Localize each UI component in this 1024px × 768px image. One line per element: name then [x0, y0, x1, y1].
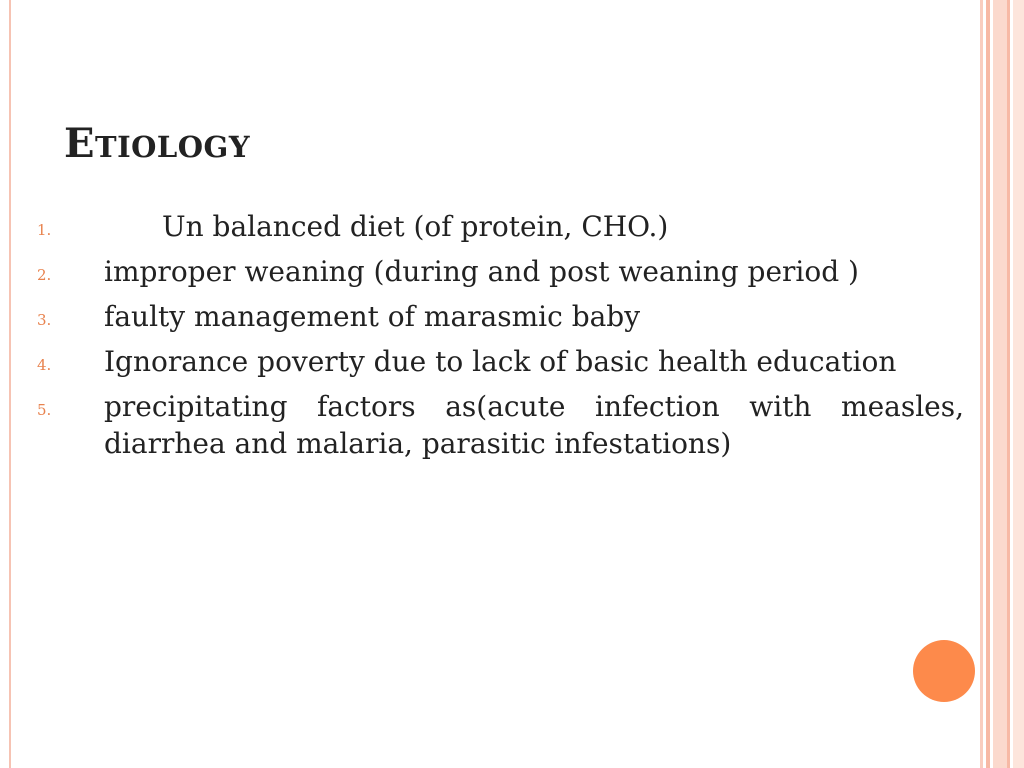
title-initial: E — [64, 120, 95, 167]
list-item — [30, 388, 964, 462]
list-item-text: Un balanced diet (of protein, CHO.) — [162, 210, 669, 243]
list-item — [30, 298, 964, 335]
list-item-text: improper weaning (during and post weaning period ) — [104, 255, 859, 288]
list-item-number: 2. — [37, 266, 52, 284]
decorative-stripe — [1013, 0, 1024, 768]
decorative-stripe — [993, 0, 1007, 768]
list-item-number: 4. — [37, 356, 52, 374]
list-item-number: 5. — [37, 401, 52, 419]
slide-title — [64, 120, 251, 167]
decorative-stripe — [986, 0, 990, 768]
list-item-text: faulty management of marasmic baby — [104, 300, 641, 333]
decorative-stripe — [980, 0, 983, 768]
orange-circle-decoration — [913, 640, 975, 702]
list-item — [30, 208, 964, 245]
title-rest: TIOLOGY — [95, 130, 251, 164]
decorative-stripe — [1007, 0, 1010, 768]
list-item — [30, 253, 964, 290]
list-item-text: precipitating factors as(acute infection with measles, diarrhea and malaria, parasitic infestations) — [104, 390, 964, 460]
list-item — [30, 343, 964, 380]
etiology-list — [30, 208, 964, 470]
left-border-line — [9, 0, 11, 768]
list-item-text: Ignorance poverty due to lack of basic health education — [104, 345, 897, 378]
list-item-number: 3. — [37, 311, 52, 329]
list-item-number: 1. — [37, 221, 52, 239]
